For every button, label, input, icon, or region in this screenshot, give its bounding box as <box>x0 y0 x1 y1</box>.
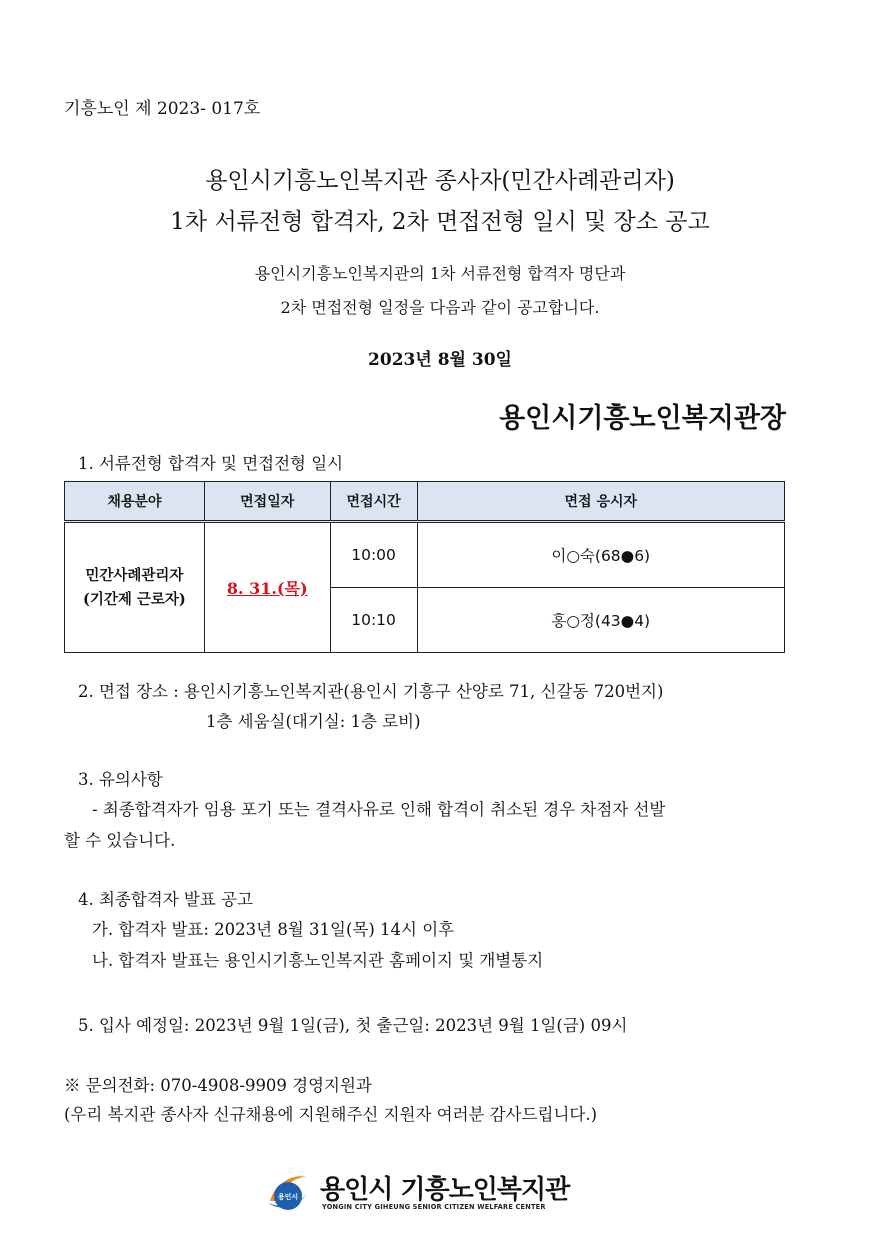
notice-title-line2: 1차 서류전형 합격자, 2차 면접전형 일시 및 장소 공고 <box>170 209 710 235</box>
welfare-center-logo <box>266 1169 570 1217</box>
header-field: 채용분야 <box>65 482 205 522</box>
logo-subtitle: YONGIN CITY GIHEUNG SENIOR CITIZEN WELFARE CENTER <box>322 1203 546 1211</box>
notice-date: 2023년 8월 30일 <box>368 350 512 370</box>
section2-room: 1층 세움실(대기실: 1층 로비) <box>206 712 421 731</box>
field-cell <box>65 522 205 653</box>
contact-phone: ※ 문의전화: 070-4908-9909 경영지원과 <box>64 1076 372 1095</box>
logo-mark-text: 용인시 <box>277 1193 299 1201</box>
interview-schedule-table <box>64 481 785 653</box>
interview-date-cell <box>204 522 330 653</box>
field-line2: (기간제 근로자) <box>82 590 186 608</box>
header-interview-date: 면접일자 <box>204 482 330 522</box>
intro-line2: 2차 면접전형 일정을 다음과 같이 공고합니다. <box>280 298 600 317</box>
applicant-name: 홍○정(43●4) <box>417 588 784 653</box>
document-number: 기흥노인 제 2023- 017호 <box>64 99 261 119</box>
intro-line1: 용인시기흥노인복지관의 1차 서류전형 합격자 명단과 <box>254 264 626 283</box>
interview-time: 10:00 <box>330 522 417 588</box>
section5-start-date: 5. 입사 예정일: 2023년 9월 1일(금), 첫 출근일: 2023년 9월 1일(금) 09시 <box>78 1016 628 1035</box>
section1-heading: 1. 서류전형 합격자 및 면접전형 일시 <box>78 454 344 473</box>
field-line1: 민간사례관리자 <box>85 566 184 584</box>
section3-heading: 3. 유의사항 <box>78 770 163 789</box>
table-row <box>65 522 785 588</box>
applicant-name: 이○숙(68●6) <box>417 522 784 588</box>
table-header-row <box>65 482 785 522</box>
logo-emblem-icon <box>266 1171 308 1213</box>
section4-heading: 4. 최종합격자 발표 공고 <box>78 890 253 909</box>
section4-item-a: 가. 합격자 발표: 2023년 8월 31일(목) 14시 이후 <box>92 920 455 939</box>
section4-item-b: 나. 합격자 발표는 용인시기흥노인복지관 홈페이지 및 개별통지 <box>92 951 544 970</box>
interview-time: 10:10 <box>330 588 417 653</box>
header-applicant: 면접 응시자 <box>417 482 784 522</box>
interview-date: 8. 31.(목) <box>226 579 308 598</box>
issuer-name: 용인시기흥노인복지관장 <box>499 403 786 434</box>
section2-location: 2. 면접 장소 : 용인시기흥노인복지관(용인시 기흥구 산양로 71, 신갈동 720번지) <box>78 682 664 701</box>
section3-note-line1: - 최종합격자가 임용 포기 또는 결격사유로 인해 합격이 취소된 경우 차점자 선발 <box>92 800 666 819</box>
header-interview-time: 면접시간 <box>330 482 417 522</box>
logo-name: 용인시 기흥노인복지관 <box>320 1175 570 1205</box>
section3-note-line2: 할 수 있습니다. <box>64 831 176 850</box>
thanks-note: (우리 복지관 종사자 신규채용에 지원해주신 지원자 여러분 감사드립니다.) <box>64 1105 598 1124</box>
notice-title-line1: 용인시기흥노인복지관 종사자(민간사례관리자) <box>205 168 675 194</box>
